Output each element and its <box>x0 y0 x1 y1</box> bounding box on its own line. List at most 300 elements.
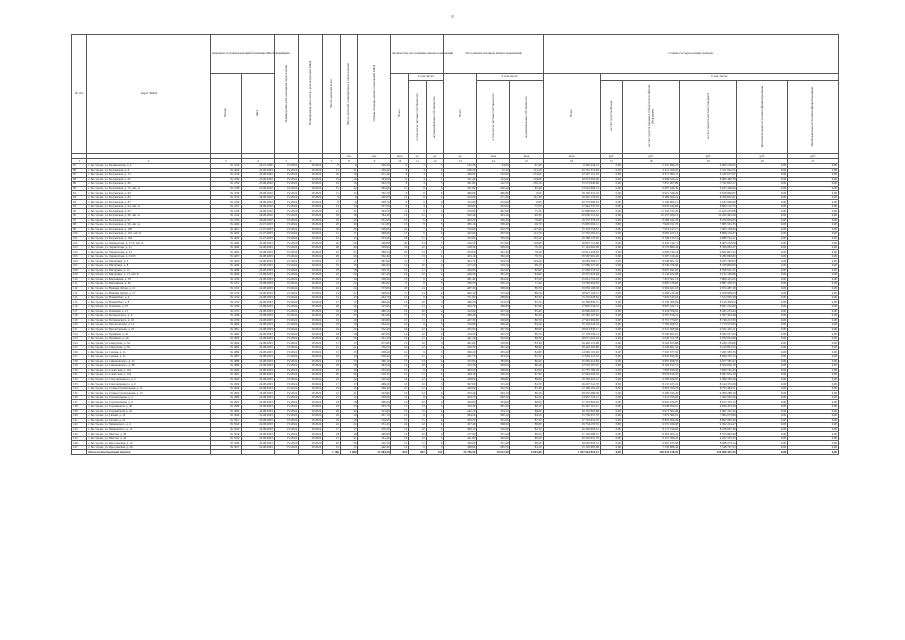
table-cell: 13 <box>391 341 409 346</box>
table-cell: 319,10 <box>477 264 510 269</box>
table-cell: IV.2024 <box>298 195 322 200</box>
table-cell: IV.2024 <box>298 373 322 378</box>
table-cell: 381,30 <box>477 404 510 409</box>
address-cell: г. Кострома, ул. Спасокукоцкого, д. 3 <box>87 377 210 382</box>
table-cell: 9 677 585,47 <box>680 359 737 364</box>
table-cell: 0,00 <box>788 418 839 423</box>
table-cell: 20 <box>340 409 358 414</box>
table-cell: № 489г <box>210 364 241 369</box>
table-cell: 0,00 <box>788 227 839 232</box>
table-cell: IV.2024 <box>298 436 322 441</box>
table-cell: IV.2024 <box>298 318 322 323</box>
address-cell: г. Кострома, ул. Козуевская, д. 15 <box>87 173 210 178</box>
table-cell: IV.2024 <box>274 386 298 391</box>
table-cell: 0,00 <box>600 364 622 369</box>
address-cell: г. Кострома, ул. Симановского, д. 68 <box>87 364 210 369</box>
table-cell: 8 159 393,69 <box>622 300 679 305</box>
table-cell: 10 <box>409 427 427 432</box>
table-cell: 3 <box>409 164 427 169</box>
address-cell: г. Кострома, ул. Козуевская, д. 87 <box>87 200 210 205</box>
table-cell: 0,00 <box>788 164 839 169</box>
column-number-cell: 2 <box>87 159 210 164</box>
table-cell: 114,70 <box>510 232 543 237</box>
table-cell: 9 386 785,28 <box>680 377 737 382</box>
table-cell: 3 <box>426 368 444 373</box>
table-cell: 361,30 <box>477 273 510 278</box>
table-cell: 8 553 992,96 <box>680 432 737 437</box>
table-cell: 0,00 <box>600 309 622 314</box>
table-cell: 0,00 <box>600 323 622 328</box>
table-cell: 0,00 <box>788 214 839 219</box>
table-cell: 23 <box>323 314 341 319</box>
table-cell: 8 <box>391 168 409 173</box>
table-cell: 17 <box>340 382 358 387</box>
table-cell: 22.08.2003 <box>241 364 274 369</box>
table-cell: IV.2024 <box>298 323 322 328</box>
table-cell: 24,90 <box>477 164 510 169</box>
table-cell: 22 <box>340 327 358 332</box>
table-cell: 9 132 196,86 <box>680 273 737 278</box>
table-cell: 0,00 <box>600 286 622 291</box>
table-cell: 4 <box>426 254 444 259</box>
table-cell: 13 <box>391 382 409 387</box>
table-cell: 18 <box>340 214 358 219</box>
total-cell: 31 084,30 <box>358 450 391 455</box>
table-cell: 18 005 893,12 <box>543 441 600 446</box>
column-number-cell: 7 <box>323 159 341 164</box>
table-cell: 8 500 656,16 <box>680 364 737 369</box>
table-cell: 2 <box>426 173 444 178</box>
table-cell: 0,00 <box>737 177 788 182</box>
table-cell: 0,00 <box>600 423 622 428</box>
table-cell: 0,00 <box>788 332 839 337</box>
table-cell: 12 <box>391 323 409 328</box>
table-cell: IV.2024 <box>274 373 298 378</box>
table-cell: 8 833 224,60 <box>622 204 679 209</box>
table-cell: 16 <box>340 368 358 373</box>
table-cell: 22.08.2003 <box>241 354 274 359</box>
table-cell: 144 <box>72 432 87 437</box>
table-cell: 16 <box>340 414 358 419</box>
column-number-cell: 4 <box>241 159 274 164</box>
table-cell: 17 <box>340 427 358 432</box>
table-cell: 9 628 453,30 <box>680 404 737 409</box>
table-cell: 7 472 793,82 <box>622 395 679 400</box>
table-cell: 8 755 776,97 <box>622 318 679 323</box>
table-cell: 401,60 <box>444 341 477 346</box>
table-cell: 0,00 <box>788 304 839 309</box>
table-cell: IV.2024 <box>274 173 298 178</box>
table-cell: 13 <box>409 241 427 246</box>
table-cell: 553,20 <box>358 236 391 241</box>
table-cell: 0,00 <box>600 236 622 241</box>
table-cell: 88,80 <box>510 377 543 382</box>
table-cell: 21 <box>323 391 341 396</box>
table-cell: 5 190 004,15 <box>622 200 679 205</box>
table-cell: 573,80 <box>358 286 391 291</box>
table-cell: 9 247 535,55 <box>680 436 737 441</box>
table-cell: 135 <box>72 391 87 396</box>
table-cell: 4 <box>426 364 444 369</box>
table-cell: 22.08.2003 <box>241 336 274 341</box>
table-cell: 466,40 <box>358 300 391 305</box>
table-cell: 382,40 <box>477 254 510 259</box>
header-area-total: Всего <box>444 74 477 154</box>
table-cell: 344,50 <box>477 354 510 359</box>
table-cell: 15 <box>391 386 409 391</box>
table-cell: 0,00 <box>737 273 788 278</box>
table-cell: 20 <box>323 441 341 446</box>
table-cell: 15 105 685,68 <box>543 445 600 450</box>
table-cell: 0,00 <box>600 327 622 332</box>
table-cell: 22.08.2003 <box>241 436 274 441</box>
table-cell: № 471г <box>210 204 241 209</box>
table-cell: 22 <box>340 377 358 382</box>
table-cell: 332,70 <box>477 332 510 337</box>
table-cell: 22.08.2003 <box>241 409 274 414</box>
table-cell: 11 <box>409 409 427 414</box>
table-cell: 4 <box>426 386 444 391</box>
table-cell: 0,00 <box>600 404 622 409</box>
table-cell: 17 944 450,52 <box>543 373 600 378</box>
table-cell: 13 782 604,93 <box>543 282 600 287</box>
table-cell: № 497г <box>210 400 241 405</box>
column-number-cell: 3 <box>210 159 241 164</box>
header-address: Адрес МКД <box>87 35 210 154</box>
total-cell: 19 612,40 <box>477 450 510 455</box>
table-cell: 21.07.2003 <box>241 227 274 232</box>
address-cell: г. Кострома, ул. Чайковского, д. 12 <box>87 427 210 432</box>
address-cell: г. Кострома, ул. Сенная, д. 11 <box>87 350 210 355</box>
table-cell: 12 <box>409 327 427 332</box>
table-cell: № 465г <box>210 250 241 255</box>
table-cell: 7 <box>409 227 427 232</box>
table-cell: 0,00 <box>737 364 788 369</box>
header-area-group: Расселяемая площадь жилых помещений <box>444 35 543 74</box>
table-cell: 96 <box>72 214 87 219</box>
table-cell: 0,00 <box>737 277 788 282</box>
table-cell: № 492г <box>210 377 241 382</box>
table-cell: 451,80 <box>444 436 477 441</box>
table-cell: IV.2024 <box>298 409 322 414</box>
table-cell: 0,00 <box>788 204 839 209</box>
table-cell: 13 <box>409 291 427 296</box>
table-cell: 18 567 901,26 <box>543 254 600 259</box>
table-cell: 9 458 984,03 <box>680 291 737 296</box>
header-cost-fund: за счет средств Фонда <box>600 81 622 154</box>
table-cell: 13 <box>409 254 427 259</box>
table-cell: № 479г <box>210 318 241 323</box>
table-cell: 3 <box>409 182 427 187</box>
table-cell: 4 <box>409 173 427 178</box>
table-cell: 0,00 <box>737 359 788 364</box>
table-cell: 9 688 724,11 <box>680 236 737 241</box>
table-cell: 370,60 <box>444 227 477 232</box>
table-cell: 89 <box>72 182 87 187</box>
table-cell: IV.2024 <box>298 418 322 423</box>
table-cell: 22.08.2003 <box>241 254 274 259</box>
table-cell: 166,20 <box>444 168 477 173</box>
table-cell: 13 <box>409 359 427 364</box>
table-cell: 12 <box>409 245 427 250</box>
table-cell: 22.08.2003 <box>241 427 274 432</box>
table-cell: 339,20 <box>477 245 510 250</box>
table-cell: 16 <box>391 423 409 428</box>
table-cell: 15 <box>323 445 341 450</box>
table-cell: 0,00 <box>600 432 622 437</box>
table-cell: 0,00 <box>788 232 839 237</box>
table-cell: 4 <box>426 400 444 405</box>
table-cell: 22.08.2003 <box>241 345 274 350</box>
table-cell: № 475г <box>210 300 241 305</box>
table-cell: 82,70 <box>510 382 543 387</box>
table-cell: 10 373 000,81 <box>543 200 600 205</box>
table-cell: 15 <box>391 418 409 423</box>
table-cell: 342,90 <box>477 268 510 273</box>
total-cell: 6 093,80 <box>510 450 543 455</box>
table-cell: IV.2024 <box>298 250 322 255</box>
table-cell: 420,00 <box>358 195 391 200</box>
table-cell: 86,90 <box>510 400 543 405</box>
table-cell: 16 <box>391 391 409 396</box>
table-cell: 314,50 <box>477 300 510 305</box>
table-cell: 9 <box>409 445 427 450</box>
table-cell: 282,50 <box>477 395 510 400</box>
unit-cell: ед. <box>426 154 444 159</box>
table-cell: 82,80 <box>510 350 543 355</box>
table-cell: 106 <box>72 259 87 264</box>
table-cell: 0,00 <box>600 200 622 205</box>
table-cell: 15 <box>391 318 409 323</box>
table-cell: 0,00 <box>600 314 622 319</box>
table-cell: 8 153 167,22 <box>622 382 679 387</box>
table-cell: 294,20 <box>477 277 510 282</box>
table-cell: 251,60 <box>477 241 510 246</box>
table-cell: 13 <box>391 300 409 305</box>
table-cell: 0,00 <box>788 314 839 319</box>
table-cell: 10 <box>409 364 427 369</box>
table-cell: 366,20 <box>444 350 477 355</box>
table-cell: IV.2024 <box>298 209 322 214</box>
table-cell: 7 782 268,51 <box>622 323 679 328</box>
table-cell: 8 403 578,09 <box>680 241 737 246</box>
header-rooms-private: в том числе частная собственность <box>409 81 427 154</box>
table-cell: 97 <box>72 218 87 223</box>
table-cell: 136 <box>72 395 87 400</box>
table-cell: 0,00 <box>788 414 839 419</box>
table-cell: 146 <box>72 441 87 446</box>
address-cell: г. Кострома, ул. Козуевская, д. 102 <box>87 236 210 241</box>
table-cell: 415,30 <box>444 364 477 369</box>
table-cell: 4 <box>426 409 444 414</box>
table-cell: 0,00 <box>788 264 839 269</box>
table-cell: 9 <box>409 350 427 355</box>
table-cell: № 499г <box>210 409 241 414</box>
table-cell: 13 <box>391 232 409 237</box>
table-cell: 15 <box>391 336 409 341</box>
table-cell: 9 <box>409 232 427 237</box>
table-cell: 0,00 <box>737 204 788 209</box>
table-cell: 9 828 742,14 <box>622 250 679 255</box>
table-cell: 495,80 <box>358 432 391 437</box>
address-cell: г. Кострома, ул. Строительная, д. 9 <box>87 400 210 405</box>
table-cell: 0,00 <box>788 286 839 291</box>
table-cell: 397,90 <box>444 382 477 387</box>
table-cell: № 480г <box>210 323 241 328</box>
table-cell: 11 <box>409 318 427 323</box>
table-cell: № 477г <box>210 309 241 314</box>
table-cell: IV.2024 <box>274 282 298 287</box>
table-cell: 0,00 <box>788 404 839 409</box>
table-cell: 22.08.2003 <box>241 259 274 264</box>
table-cell: 9 <box>409 277 427 282</box>
table-cell: IV.2024 <box>298 391 322 396</box>
table-cell: 15 <box>391 409 409 414</box>
address-cell: г. Кострома, ул. Козуевская, д. 8 <box>87 168 210 173</box>
table-cell: 9 <box>409 323 427 328</box>
table-cell: IV.2024 <box>274 359 298 364</box>
table-cell: 22.08.2003 <box>241 341 274 346</box>
table-cell: 8 422 134,71 <box>622 241 679 246</box>
table-cell: 0,00 <box>600 332 622 337</box>
table-cell: 8 668 154,47 <box>680 232 737 237</box>
table-cell: 0,00 <box>737 264 788 269</box>
table-cell: 7 806 451,05 <box>680 277 737 282</box>
table-cell: 340,60 <box>477 318 510 323</box>
table-cell: 12 <box>391 195 409 200</box>
table-cell: 14 937 723,11 <box>543 395 600 400</box>
table-cell: 8 986 460,78 <box>680 177 737 182</box>
table-cell: 16 309 829,71 <box>543 300 600 305</box>
table-cell: 412,60 <box>444 309 477 314</box>
table-cell: 25.08.2002 <box>241 173 274 178</box>
address-cell: г. Кострома, ул. Козуевская, д. 100 <box>87 227 210 232</box>
table-cell: IV.2024 <box>298 332 322 337</box>
table-cell: 0,00 <box>737 191 788 196</box>
table-cell: 0,00 <box>737 341 788 346</box>
table-cell: 539,70 <box>358 345 391 350</box>
table-cell: IV.2024 <box>298 395 322 400</box>
table-cell: IV.2024 <box>298 259 322 264</box>
table-cell: 86 <box>72 168 87 173</box>
table-cell: 453,40 <box>444 391 477 396</box>
table-cell: 458,60 <box>444 377 477 382</box>
table-cell: 9 974 487,18 <box>680 286 737 291</box>
table-cell: 11 <box>391 395 409 400</box>
table-cell: 9 822 691,53 <box>680 250 737 255</box>
address-cell: г. Кострома, ул. Лермонтова, д. 21 <box>87 245 210 250</box>
table-cell: 367,30 <box>477 327 510 332</box>
table-cell: 112 <box>72 286 87 291</box>
table-cell: 9 071 302,26 <box>622 409 679 414</box>
table-cell: 392,70 <box>444 259 477 264</box>
table-cell: 239,10 <box>510 182 543 187</box>
column-number-cell: 21 <box>788 159 839 164</box>
table-cell: IV.2024 <box>274 264 298 269</box>
table-cell: 0,00 <box>737 427 788 432</box>
table-cell: 7 503 577,50 <box>622 350 679 355</box>
table-cell: 6 895 128,60 <box>622 282 679 287</box>
table-cell: 16 <box>340 323 358 328</box>
table-cell: 5 <box>426 182 444 187</box>
table-cell: 510,90 <box>358 418 391 423</box>
column-number-cell: 9 <box>358 159 391 164</box>
table-cell: 11 445 511,29 <box>622 209 679 214</box>
table-cell: 8 746 217,83 <box>680 318 737 323</box>
table-cell: 564,70 <box>358 209 391 214</box>
table-cell: 0,00 <box>788 223 839 228</box>
table-cell: 316,40 <box>477 427 510 432</box>
total-cell: 251 <box>426 450 444 455</box>
table-cell: 78,30 <box>510 250 543 255</box>
table-cell: 563,70 <box>358 404 391 409</box>
total-cell <box>298 450 322 455</box>
table-cell: 83,30 <box>510 341 543 346</box>
table-cell: 7 773 973,83 <box>680 323 737 328</box>
address-cell: г. Кострома, ул. Терешковой, д. 40 <box>87 404 210 409</box>
table-cell: 30 <box>323 227 341 232</box>
table-cell: 0,00 <box>600 259 622 264</box>
table-cell: 19 <box>340 264 358 269</box>
table-cell: 22 <box>323 273 341 278</box>
table-cell: 24 <box>323 286 341 291</box>
table-cell: IV.2024 <box>274 445 298 450</box>
table-cell: 18 <box>323 364 341 369</box>
table-cell: 362,60 <box>477 436 510 441</box>
table-cell: IV.2024 <box>274 182 298 187</box>
table-cell: № 476г <box>210 304 241 309</box>
table-cell: 450,30 <box>444 345 477 350</box>
table-cell: 24.10.1996 <box>241 164 274 169</box>
table-cell: IV.2024 <box>298 314 322 319</box>
table-cell: 372,40 <box>477 291 510 296</box>
table-cell: 471,80 <box>358 341 391 346</box>
table-cell: 7 556 888,43 <box>622 445 679 450</box>
unit-cell: руб. <box>737 154 788 159</box>
table-cell: 10 <box>409 332 427 337</box>
table-cell: IV.2024 <box>298 404 322 409</box>
table-cell: 12 <box>391 350 409 355</box>
table-cell: 792,70 <box>358 191 391 196</box>
table-cell: 8 150 436,02 <box>680 300 737 305</box>
table-cell: IV.2024 <box>298 232 322 237</box>
table-cell: 361,40 <box>477 345 510 350</box>
table-cell: 83,30 <box>510 295 543 300</box>
table-cell: 368,60 <box>477 423 510 428</box>
table-cell: 88,20 <box>510 441 543 446</box>
table-cell: 117 <box>72 309 87 314</box>
address-cell: г. Кострома, ул. Мичурина, д. 12 <box>87 268 210 273</box>
table-cell: 0,00 <box>600 173 622 178</box>
table-cell: 77,00 <box>510 204 543 209</box>
table-cell: 9 372 046,08 <box>622 423 679 428</box>
table-cell: 18 <box>340 332 358 337</box>
column-number-cell: 12 <box>426 159 444 164</box>
table-cell: 11 <box>409 354 427 359</box>
table-cell: 350,20 <box>477 373 510 378</box>
table-cell: 8 458 832,61 <box>680 195 737 200</box>
table-cell: 18 443 492,86 <box>543 345 600 350</box>
table-cell: 15 <box>323 350 341 355</box>
table-cell: 7 464 929,29 <box>680 395 737 400</box>
table-cell: 90 <box>72 186 87 191</box>
table-cell: 23 <box>340 404 358 409</box>
table-cell: IV.2024 <box>298 223 322 228</box>
table-cell: 9 587 393,48 <box>680 314 737 319</box>
header-planned-demolition-date: Планируемая дата сноса / реконструкции МКД <box>298 35 322 154</box>
table-cell: 97,40 <box>510 164 543 169</box>
table-cell: 17 642 337,33 <box>543 204 600 209</box>
